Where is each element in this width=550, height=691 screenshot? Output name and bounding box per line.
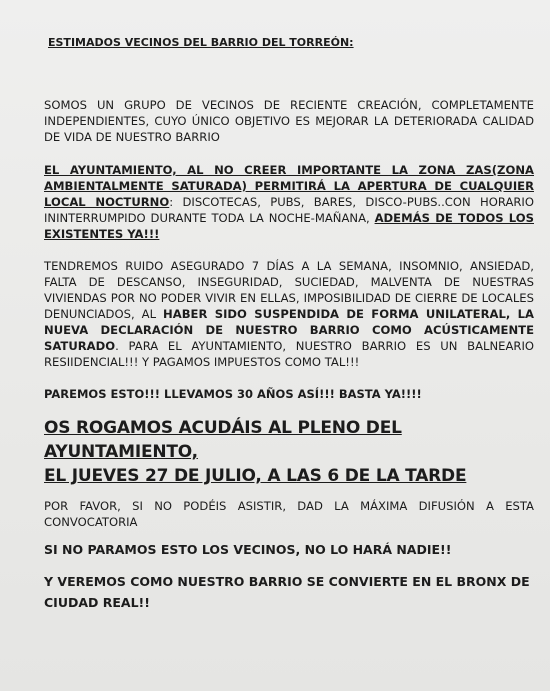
intro-paragraph: SOMOS UN GRUPO DE VECINOS DE RECIENTE CREACIÓN, COMPLETAMENTE INDEPENDIENTES, CUYO ÚNICO OBJETIVO ES MEJORAR LA DETERIORADA CALIDAD DE VIDA DE NUESTRO BARRIO <box>44 98 534 144</box>
stop-this-line: PAREMOS ESTO!!! LLEVAMOS 30 AÑOS ASÍ!!! BASTA YA!!!! <box>44 387 422 401</box>
notice-title: ESTIMADOS VECINOS DEL BARRIO DEL TORREÓN: <box>48 36 354 49</box>
closing-line-2: Y VEREMOS COMO NUESTRO BARRIO SE CONVIERTE EN EL BRONX DE CIUDAD REAL!! <box>44 574 530 610</box>
consequences-text: TENDREMOS RUIDO ASEGURADO 7 DÍAS A LA SEMANA, INSOMNIO, ANSIEDAD, FALTA DE DESCANSO, INSEGURIDAD, SUCIEDAD, MALVENTA DE NUESTRAS VIVIENDAS POR NO PODER VIVIR EN ELLAS, IMPOSIBILIDAD DE CIERRE DE LOCALES DENUNCIADOS, AL <box>44 259 534 321</box>
meeting-call-line-2: EL JUEVES 27 DE JULIO, A LAS 6 DE LA TARDE <box>44 466 467 486</box>
consequences-end-text: . PARA EL AYUNTAMIENTO, NUESTRO BARRIO ES UN BALNEARIO RESIIDENCIAL!!! Y PAGAMOS IMPUESTOS COMO TAL!!! <box>44 339 534 369</box>
warning-bold-end: ADEMÁS DE TODOS LOS EXISTENTES YA!!! <box>44 211 534 241</box>
meeting-call-line-1: OS ROGAMOS ACUDÁIS AL PLENO DEL AYUNTAMIENTO, <box>44 418 402 462</box>
consequences-bold-text: HABER SIDO SUSPENDIDA DE FORMA UNILATERAL, LA NUEVA DECLARACIÓN DE NUESTRO BARRIO COMO ACÚSTICAMENTE SATURADO <box>44 307 534 353</box>
closing-line-1: SI NO PARAMOS ESTO LOS VECINOS, NO LO HARÁ NADIE!! <box>44 542 452 557</box>
warning-text: : DISCOTECAS, PUBS, BARES, DISCO-PUBS..CON HORARIO ININTERRUMPIDO DURANTE TODA LA NOCHE-MAÑANA, <box>44 195 534 225</box>
spread-request: POR FAVOR, SI NO PODÉIS ASISTIR, DAD LA MÁXIMA DIFUSIÓN A ESTA CONVOCATORIA <box>44 499 534 529</box>
warning-bold-text: EL AYUNTAMIENTO, AL NO CREER IMPORTANTE LA ZONA ZAS(ZONA AMBIENTALMENTE SATURADA) PERMITIRÁ LA APERTURA DE CUALQUIER LOCAL NOCTURNO <box>44 163 534 209</box>
consequences-paragraph <box>44 258 534 370</box>
warning-paragraph <box>44 162 534 242</box>
meeting-call <box>44 416 534 488</box>
